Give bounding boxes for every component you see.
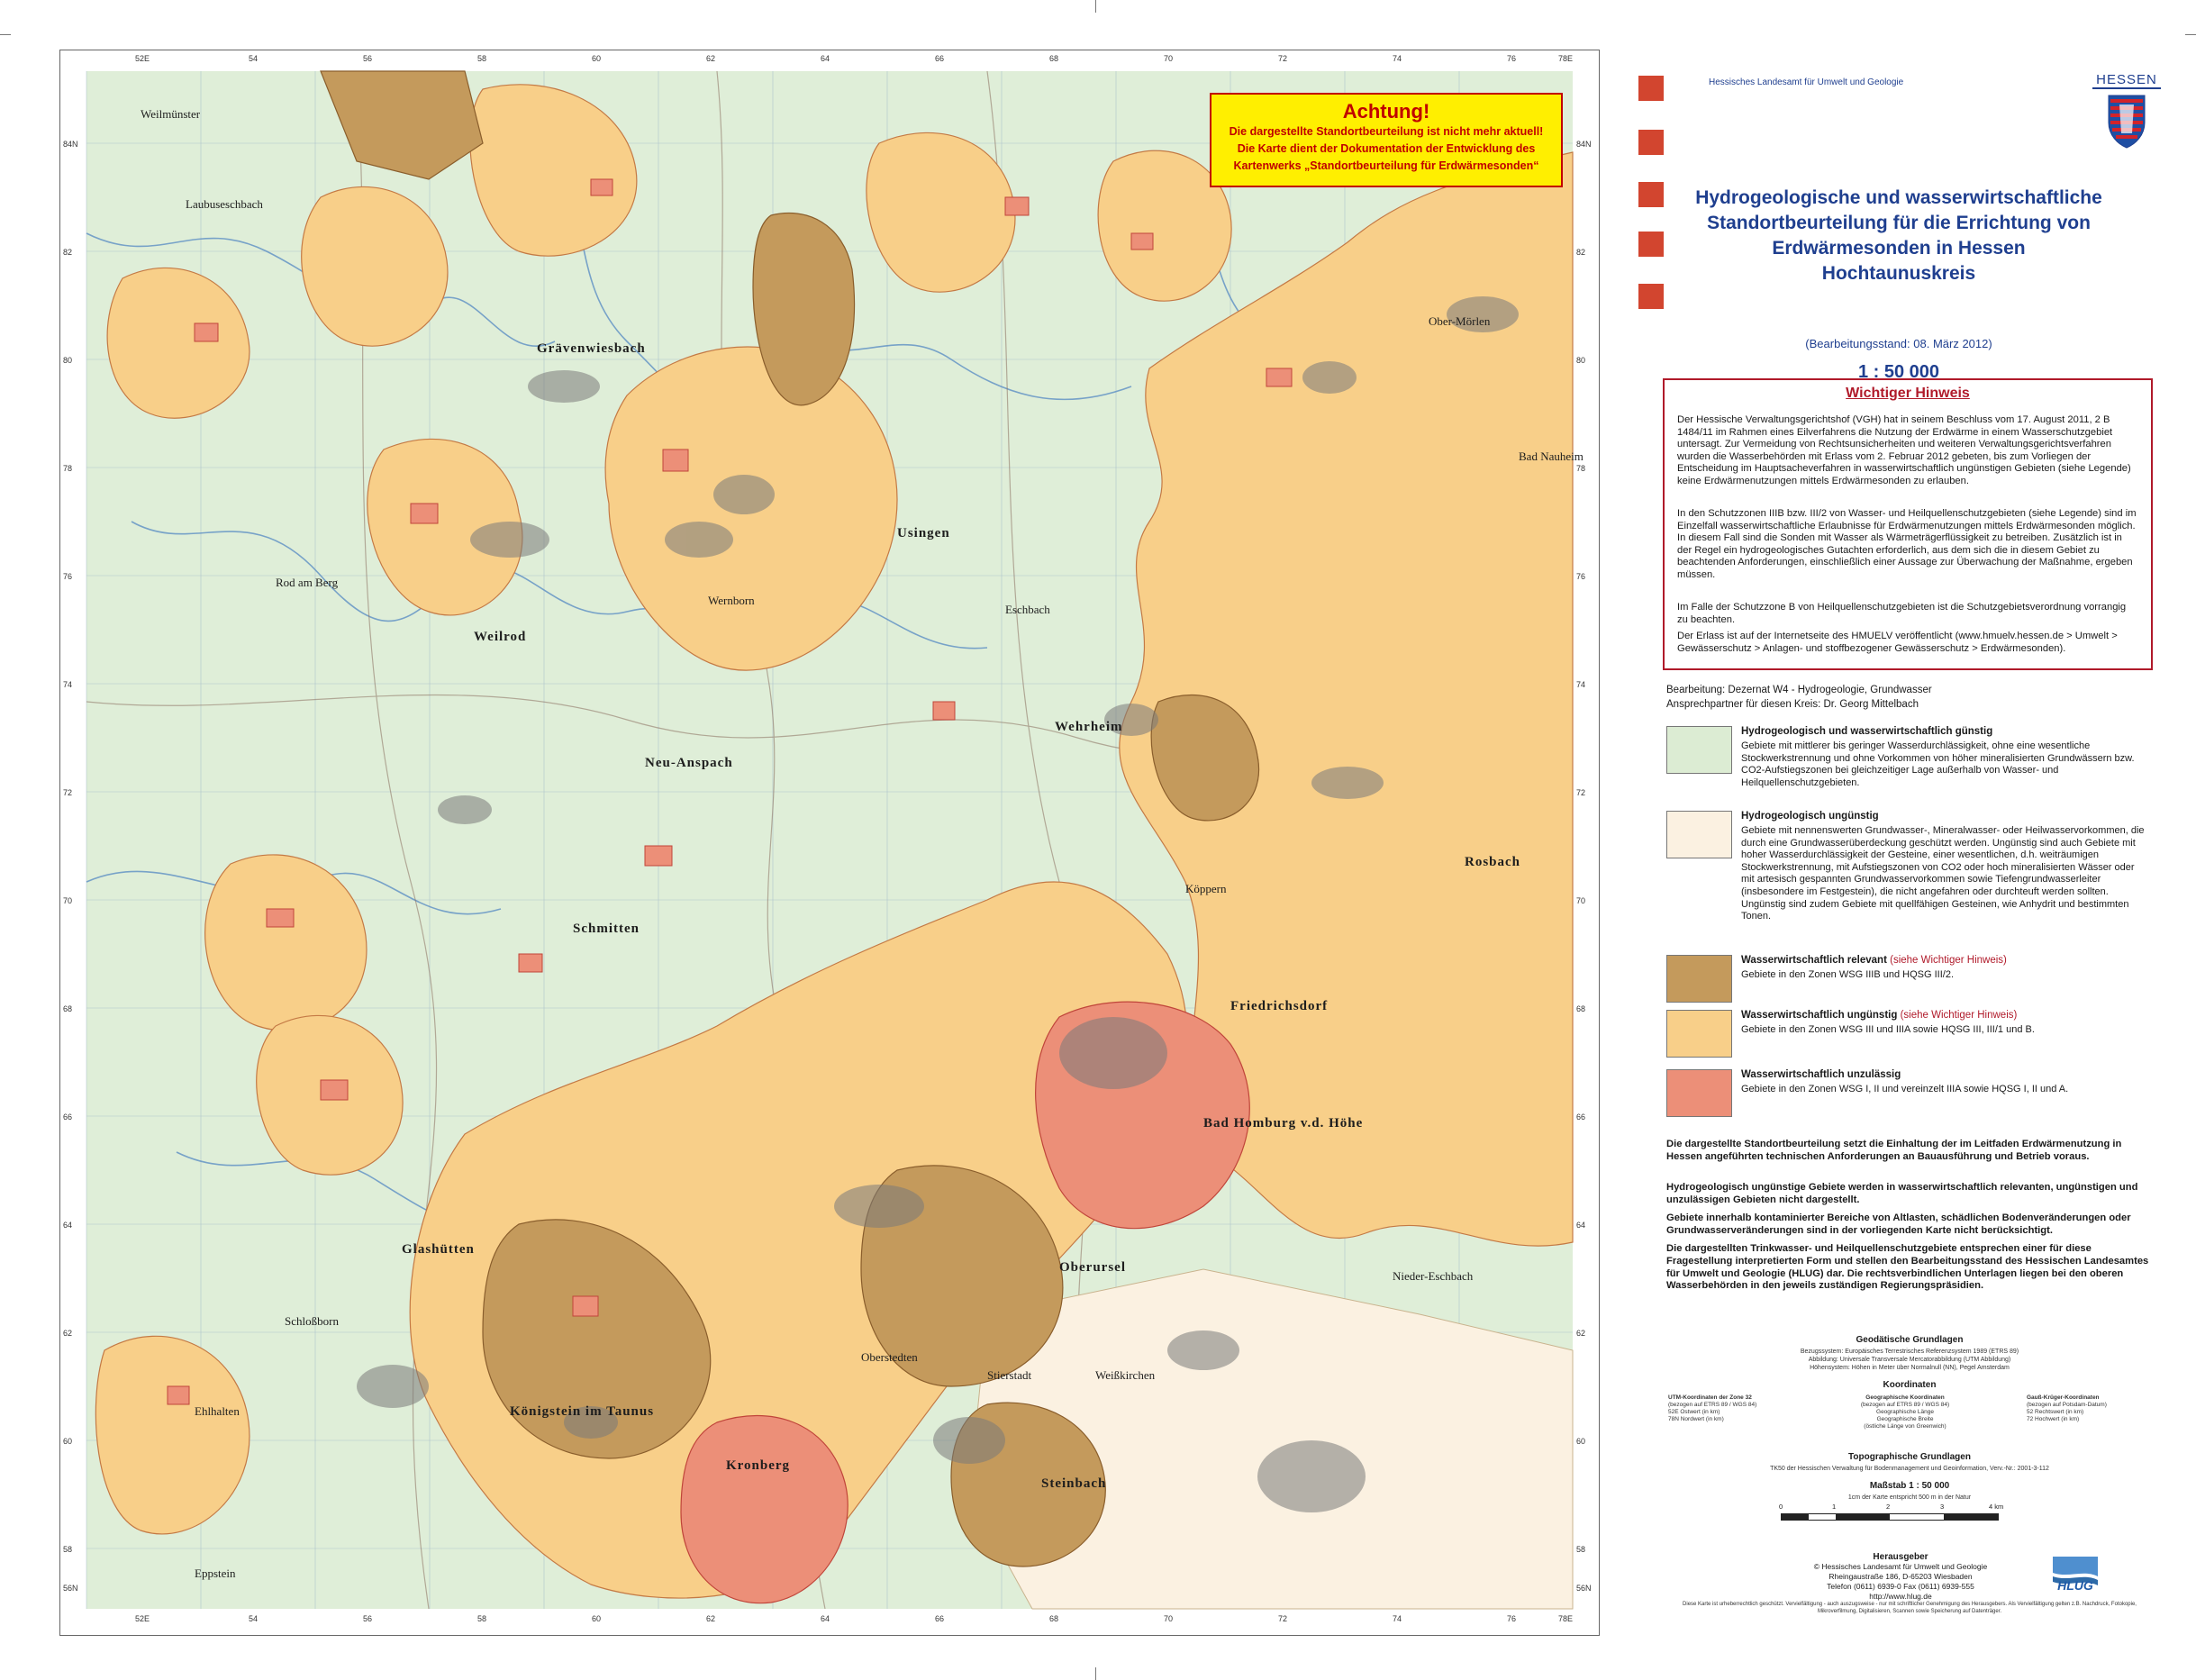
- grid-label: 72: [1278, 54, 1288, 63]
- grid-label: 76: [1576, 572, 1586, 581]
- warning-line: Die dargestellte Standortbeurteilung ist nicht mehr aktuell!: [1229, 125, 1544, 138]
- utm-e: 52E Ostwert (in km): [1668, 1409, 1720, 1415]
- town-label: Weißkirchen: [1095, 1368, 1156, 1382]
- grid-label: 62: [706, 54, 716, 63]
- grid-label: 84N: [63, 140, 78, 149]
- publisher-link[interactable]: http://www.hlug.de: [1869, 1592, 1932, 1601]
- grid-label: 52E: [135, 54, 150, 63]
- gk-r: 52 Rechtswert (in km): [2027, 1409, 2084, 1415]
- geo-note: (östliche Länge von Greenwich): [1864, 1423, 1946, 1430]
- legend-title-text: Wasserwirtschaftlich ungünstig: [1741, 1010, 1898, 1021]
- grid-label: 80: [63, 356, 73, 365]
- town-label: Ober-Mörlen: [1429, 314, 1491, 328]
- warning-box: [1210, 93, 1563, 187]
- grid-label: 76: [63, 572, 73, 581]
- publisher-line: © Hessisches Landesamt für Umwelt und Geologie: [1813, 1562, 1988, 1571]
- publisher-block: [1756, 1552, 2045, 1602]
- copyright-disclaimer: Diese Karte ist urheberrechtlich geschützt. Vervielfältigung - auch auszugsweise - nur mit schriftlicher Genehmigung des Herausgebers. Als Vervielfältigung gelten z.B. Nachdruck, Fotokopie, Mikroverfilmung, Digitalisieren, Scannen sowie Speicherung auf Datenträger.: [1683, 1602, 2137, 1614]
- town-label: Oberstedten: [861, 1350, 918, 1364]
- grid-label: 54: [249, 54, 259, 63]
- scalebar-title: Maßstab 1 : 50 000: [1869, 1481, 1950, 1491]
- town-label: Bad Homburg v.d. Höhe: [1203, 1116, 1364, 1131]
- grid-label: 56N: [63, 1584, 78, 1593]
- publisher-line: Rheingaustraße 186, D-65203 Wiesbaden: [1828, 1572, 1973, 1581]
- topo-text: TK50 der Hessischen Verwaltung für Bodenmanagement und Geoinformation, Verv.-Nr.: 2001-3-112: [1770, 1466, 2049, 1472]
- important-hint-box: [1663, 378, 2153, 670]
- town-label: Nieder-Eschbach: [1393, 1269, 1474, 1283]
- town-label: Königstein im Taunus: [510, 1404, 655, 1419]
- legend-swatch: [1666, 955, 1732, 1003]
- legend-title: Hydrogeologisch ungünstig: [1741, 811, 1879, 822]
- grid-label: 70: [1576, 896, 1586, 905]
- legend-title: [1741, 1010, 2017, 1021]
- geo-sub: (bezogen auf ETRS 89 / WGS 84): [1860, 1402, 1950, 1408]
- warning-title: Achtung!: [1342, 100, 1430, 123]
- town-label: Weilmünster: [141, 107, 201, 121]
- legend-text: Gebiete mit nennenswerten Grundwasser-, Mineralwasser- oder Heilwasservorkommen, die durch eine Grundwasserüberdeckung geschützt werden. Ungünstig sind auch Gebiete mit hoher Wasserdurchlässigkeit der Gesteine, einer wesentlichen, d.h. weiträumigen Stockwerkstrennung, mit Aufstiegszonen von CO2 oder hoch mineralisierten Wässer oder mit artesisch gespannten Grundwasservorkommen sowie Tiefengrundwasserleiter (insbesondere im Festgestein), die nicht angefahren oder durchteuft werden sollten. Ungünstig sind zudem Gebiete mit quellfähigen Gesteinen, wie Anhydrit und bestimmten Tonen.: [1741, 825, 2145, 922]
- geo-l: Geographische Länge: [1876, 1409, 1934, 1415]
- grid-label: 62: [706, 1614, 716, 1623]
- scalebar-label: 1: [1832, 1503, 1837, 1511]
- grid-label: 78E: [1558, 54, 1574, 63]
- grid-label: 56: [363, 54, 373, 63]
- town-label: Friedrichsdorf: [1230, 999, 1329, 1013]
- warning-line: Kartenwerks „Standortbeurteilung für Erdwärmesonden“: [1233, 159, 1539, 172]
- grid-label: 64: [821, 54, 830, 63]
- utm-coordinates: [1668, 1394, 1803, 1423]
- hint-title: Wichtiger Hinweis: [1846, 386, 1970, 401]
- grid-label: 72: [1278, 1614, 1288, 1623]
- hessen-coat-of-arms-icon: [2092, 70, 2161, 151]
- coordinates-title: Koordinaten: [1883, 1380, 1937, 1390]
- scalebar-note: 1cm der Karte entspricht 500 m in der Natur: [1847, 1494, 1972, 1501]
- map-title: [1647, 186, 2151, 286]
- town-label: Ehlhalten: [195, 1404, 240, 1418]
- grid-label: 64: [63, 1221, 73, 1230]
- grid-label: 64: [821, 1614, 830, 1623]
- grid-label: 82: [63, 248, 73, 257]
- town-label: Oberursel: [1059, 1260, 1126, 1275]
- editor-line: Ansprechpartner für diesen Kreis: Dr. Georg Mittelbach: [1666, 699, 1919, 710]
- gauss-krueger-coordinates: [2027, 1394, 2153, 1423]
- grid-label: 74: [1393, 54, 1402, 63]
- map-title-line: Hochtaunuskreis: [1821, 263, 1976, 284]
- scalebar-label: 3: [1940, 1503, 1945, 1511]
- grid-label: 70: [1164, 54, 1174, 63]
- town-label: Wernborn: [708, 594, 755, 607]
- hint-paragraph: Im Falle der Schutzzone B von Heilquellenschutzgebieten ist die Schutzgebietsverordnung vorrangig zu beachten.: [1677, 602, 2127, 625]
- legend-reference: (siehe Wichtiger Hinweis): [1900, 1010, 2018, 1021]
- scalebar: [1781, 1513, 1999, 1521]
- gk-title: Gauß-Krüger-Koordinaten: [2027, 1394, 2100, 1401]
- hint-paragraph: In den Schutzzonen IIIB bzw. III/2 von Wasser- und Heilquellenschutzgebieten (siehe Legende) sind im Einzelfall wasserwirtschaftliche Erlaubnisse für Erdwärmenutzungen mittels Erdwärmesonden möglich. In diesem Fall sind die Sonden mit Wasser als Wärmeträgerflüssigkeit zu betreiben. Zusätzlich ist in der Regel ein hydrogeologisches Gutachten erforderlich, aus dem sich die in diesem Gebiet zu beachtenden Anforderungen, einschließlich einer Aussage zur Überwachung der Maßnahme, ergeben müssen.: [1677, 508, 2137, 580]
- hint-paragraph: Der Erlass ist auf der Internetseite des HMUELV veröffentlicht (www.hmuelv.hessen.de > Umwelt > Gewässerschutz > Anlagen- und stoffbezogener Gewässerschutz > Erdwärmesonden).: [1677, 631, 2118, 654]
- note-paragraph: Die dargestellte Standortbeurteilung setzt die Einhaltung der im Leitfaden Erdwärmenutzung in Hessen angeführten technischen Anforderungen an Bauausführung und Betrieb voraus.: [1666, 1139, 2122, 1162]
- legend-swatch: [1666, 726, 1732, 774]
- grid-label: 60: [1576, 1437, 1586, 1446]
- town-label: Usingen: [897, 526, 950, 540]
- town-label: Weilrod: [474, 630, 527, 644]
- topo-title: Topographische Grundlagen: [1848, 1452, 1971, 1462]
- grid-label: 64: [1576, 1221, 1586, 1230]
- geodetic-line: Abbildung: Universale Transversale Mercatorabbildung (UTM Abbildung): [1808, 1357, 2011, 1363]
- hlug-logo-text: HLUG: [2057, 1578, 2093, 1593]
- legend-title: [1741, 955, 2007, 966]
- map-svg: [86, 71, 1573, 1609]
- grid-label: 58: [477, 1614, 487, 1623]
- note-paragraph: Hydrogeologisch ungünstige Gebiete werden in wasserwirtschaftlich relevanten, ungünstigen und unzulässigen Gebieten nicht dargestellt.: [1666, 1182, 2138, 1205]
- map-title-line: Hydrogeologische und wasserwirtschaftliche: [1695, 187, 2102, 208]
- warning-line: Die Karte dient der Dokumentation der Entwicklung des: [1237, 142, 1536, 155]
- grid-label: 76: [1507, 54, 1517, 63]
- town-label: Wehrheim: [1055, 720, 1123, 734]
- utm-sub: (bezogen auf ETRS 89 / WGS 84): [1668, 1402, 1757, 1408]
- hint-paragraph: Der Hessische Verwaltungsgerichtshof (VGH) hat in seinem Beschluss vom 17. August 2011, 2 B 1484/11 im Rahmen eines Eilverfahrens die Nutzung der Erdwärme in einem Wasserschutzgebiet untersagt. Zur Vermeidung von Rechtsunsicherheiten und weiteren Verwaltungsgerichtsverfahren wurden die Wasserbehörden mit Erlass vom 2. Februar 2012 gebeten, bis zum Vorliegen der Entscheidung im Hauptsacheverfahren in wasserwirtschaftlich ungünstigen Gebieten (siehe Legende) keine Erdwärmenutzungen mittels Erdwärmesonden zu erlauben.: [1677, 414, 2131, 486]
- town-label: Kronberg: [726, 1458, 791, 1473]
- grid-label: 60: [63, 1437, 73, 1446]
- legend-text: Gebiete mit mittlerer bis geringer Wasserdurchlässigkeit, ohne eine wesentliche Stockwerkstrennung und ohne Vorkommen von höher mineralisierten Grundwässern bzw. CO2-Aufstiegszonen bei gleichzeitiger Lage außerhalb von Wasser- und Heilquellenschutzgebieten.: [1741, 740, 2135, 788]
- grid-label: 70: [1164, 1614, 1174, 1623]
- geo-title: Geographische Koordinaten: [1865, 1394, 1945, 1401]
- town-label: Grävenwiesbach: [537, 341, 646, 356]
- scale-label: 1 : 50 000: [1857, 362, 1940, 382]
- editor-line: Bearbeitung: Dezernat W4 - Hydrogeologie, Grundwasser: [1666, 685, 1932, 695]
- edit-state: (Bearbeitungsstand: 08. März 2012): [1805, 337, 1992, 350]
- geodetic-line: Höhensystem: Höhen in Meter über Normalnull (NN), Pegel Amsterdam: [1810, 1365, 2010, 1371]
- grid-label: 52E: [135, 1614, 150, 1623]
- legend-swatch: [1666, 1010, 1732, 1058]
- grid-label: 58: [63, 1545, 73, 1554]
- grid-label: 56: [363, 1614, 373, 1623]
- grid-label: 70: [63, 896, 73, 905]
- sheet-index-square: [1638, 284, 1664, 309]
- grid-label: 78E: [1558, 1614, 1574, 1623]
- town-label: Rod am Berg: [276, 576, 339, 589]
- legend-title-text: Wasserwirtschaftlich relevant: [1741, 955, 1887, 966]
- grid-label: 68: [1576, 1004, 1586, 1013]
- note-paragraph: Die dargestellten Trinkwasser- und Heilquellenschutzgebiete entsprechen einer für diese Fragestellung interpretierten Form und stellen den Bearbeitungsstand des Hessischen Landesamtes für Umwelt und Geologie (HLUG) dar. Die rechtsverbindlichen Unterlagen liegen bei den oberen Wasserbehörden in den jeweils zuständigen Regierungspräsidien.: [1666, 1243, 2149, 1292]
- geo-b: Geographische Breite: [1876, 1416, 1934, 1422]
- legend-swatch: [1666, 1069, 1732, 1117]
- publisher-line: Telefon (0611) 6939-0 Fax (0611) 6939-555: [1827, 1582, 1974, 1591]
- legend-text: Gebiete in den Zonen WSG III und IIIA sowie HQSG III, III/1 und B.: [1741, 1024, 2035, 1035]
- town-label: Neu-Anspach: [645, 756, 733, 770]
- legend-swatch: [1666, 811, 1732, 858]
- town-label: Steinbach: [1041, 1476, 1107, 1491]
- grid-label: 60: [592, 1614, 602, 1623]
- town-label: Glashütten: [402, 1242, 475, 1257]
- grid-label: 66: [63, 1112, 73, 1122]
- grid-label: 68: [1049, 54, 1059, 63]
- crop-mark: [1095, 1667, 1096, 1680]
- organization-name: Hessisches Landesamt für Umwelt und Geologie: [1709, 77, 1904, 87]
- map-title-line: Standortbeurteilung für die Errichtung von: [1707, 213, 2091, 233]
- town-label: Bad Nauheim: [1519, 450, 1583, 463]
- grid-label: 62: [63, 1329, 73, 1338]
- utm-n: 78N Nordwert (in km): [1668, 1416, 1724, 1422]
- sheet-index-square: [1638, 130, 1664, 155]
- town-label: Stierstadt: [987, 1368, 1032, 1382]
- grid-label: 66: [935, 1614, 945, 1623]
- grid-label: 68: [1049, 1614, 1059, 1623]
- hessen-logo-text: HESSEN: [2092, 72, 2161, 89]
- grid-label: 74: [63, 680, 73, 689]
- town-label: Eppstein: [195, 1566, 236, 1580]
- map-title-line: Erdwärmesonden in Hessen: [1772, 238, 2026, 259]
- legend-text: Gebiete in den Zonen WSG I, II und vereinzelt IIIA sowie HQSG I, II und A.: [1741, 1084, 2069, 1094]
- grid-label: 68: [63, 1004, 73, 1013]
- gk-sub: (bezogen auf Potsdam-Datum): [2027, 1402, 2107, 1408]
- grid-label: 62: [1576, 1329, 1586, 1338]
- grid-label: 80: [1576, 356, 1586, 365]
- town-label: Eschbach: [1005, 603, 1050, 616]
- scalebar-label: 2: [1886, 1503, 1891, 1511]
- legend-title: Wasserwirtschaftlich unzulässig: [1741, 1069, 1901, 1080]
- scalebar-segment: [1836, 1514, 1890, 1520]
- gk-h: 72 Hochwert (in km): [2027, 1416, 2080, 1422]
- crop-mark: [2185, 34, 2196, 35]
- legend-title: Hydrogeologisch und wasserwirtschaftlich günstig: [1741, 726, 1993, 737]
- grid-label: 58: [477, 54, 487, 63]
- crop-mark: [0, 34, 11, 35]
- scalebar-label: 0: [1779, 1503, 1783, 1511]
- geodetic-line: Bezugssystem: Europäisches Terrestrisches Referenzsystem 1989 (ETRS 89): [1800, 1349, 2019, 1355]
- note-paragraph: Gebiete innerhalb kontaminierter Bereiche von Altlasten, schädlichen Bodenveränderungen oder Grundwasserveränderungen sind in der vorliegenden Karte nicht berücksichtigt.: [1666, 1212, 2131, 1236]
- crop-mark: [1095, 0, 1096, 13]
- grid-label: 60: [592, 54, 602, 63]
- town-label: Rosbach: [1465, 855, 1521, 869]
- publisher-title: Herausgeber: [1873, 1552, 1928, 1562]
- grid-label: 56N: [1576, 1584, 1592, 1593]
- grid-label: 74: [1393, 1614, 1402, 1623]
- grid-label: 66: [935, 54, 945, 63]
- scalebar-segment: [1782, 1514, 1809, 1520]
- grid-label: 84N: [1576, 140, 1592, 149]
- legend-text: Gebiete in den Zonen WSG IIIB und HQSG III/2.: [1741, 969, 1955, 980]
- grid-label: 78: [63, 464, 73, 473]
- town-label: Laubuseschbach: [186, 197, 263, 211]
- grid-label: 72: [1576, 788, 1586, 797]
- legend-reference: (siehe Wichtiger Hinweis): [1890, 955, 2007, 966]
- grid-label: 74: [1576, 680, 1586, 689]
- geodetic-title: Geodätische Grundlagen: [1856, 1335, 1964, 1345]
- sheet-index-square: [1638, 76, 1664, 101]
- grid-label: 78: [1576, 464, 1586, 473]
- grid-label: 82: [1576, 248, 1586, 257]
- scalebar-segment: [1944, 1514, 1998, 1520]
- grid-label: 66: [1576, 1112, 1586, 1122]
- town-label: Köppern: [1185, 882, 1227, 895]
- geographic-coordinates: [1838, 1394, 1973, 1430]
- grid-label: 58: [1576, 1545, 1586, 1554]
- scalebar-label: 4 km: [1989, 1503, 2004, 1511]
- grid-label: 54: [249, 1614, 259, 1623]
- utm-title: UTM-Koordinaten der Zone 32: [1668, 1394, 1752, 1401]
- town-label: Schloßborn: [285, 1314, 339, 1328]
- grid-label: 72: [63, 788, 73, 797]
- town-label: Schmitten: [573, 922, 640, 936]
- grid-label: 76: [1507, 1614, 1517, 1623]
